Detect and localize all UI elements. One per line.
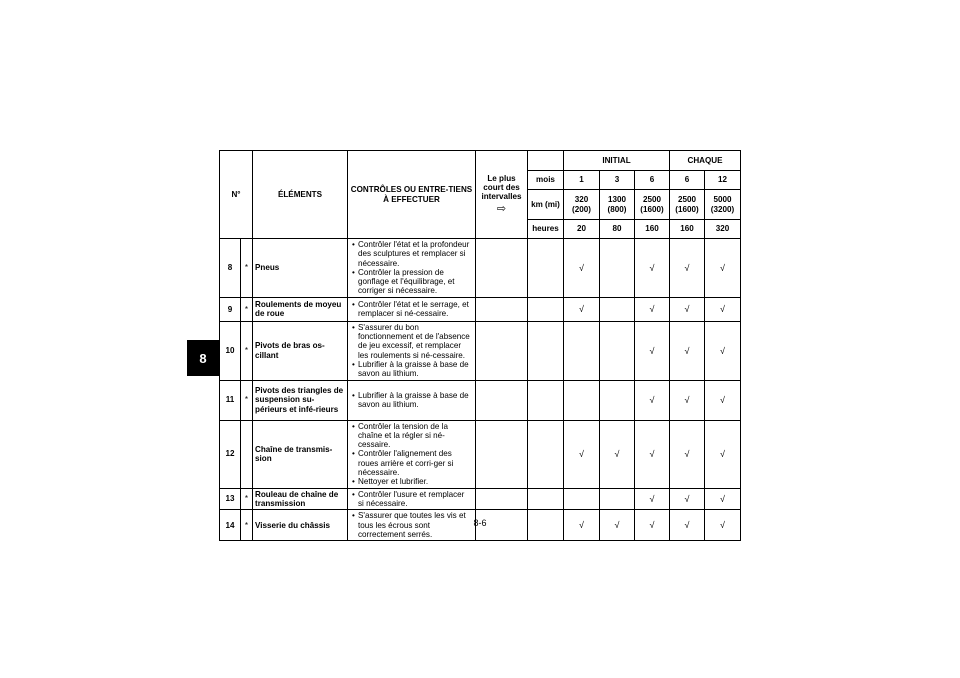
page-number: 8-6 xyxy=(473,518,487,528)
row-element: Chaîne de transmis-sion xyxy=(253,420,348,488)
check-mark: √ xyxy=(670,510,705,541)
check-mark: √ xyxy=(670,380,705,420)
control-item: • S'assurer du bon fonctionnement et de l'absence de jeu excessif, et remplacer les roulements si né-cessaire. xyxy=(351,323,472,360)
control-item: • Contrôler l'alignement des roues arrière et corri-ger si nécessaire. xyxy=(351,449,472,477)
header-month-cell: 3 xyxy=(600,171,635,190)
table-body xyxy=(220,239,741,541)
check-mark xyxy=(564,321,600,380)
check-mark: √ xyxy=(564,510,600,541)
table-row xyxy=(220,321,741,380)
table-row xyxy=(220,380,741,420)
header-shortest-interval xyxy=(476,151,528,239)
check-mark: √ xyxy=(705,488,741,510)
check-mark: √ xyxy=(635,239,670,298)
check-mark: √ xyxy=(635,510,670,541)
check-mark: √ xyxy=(635,321,670,380)
header-km-cell: 2500 (1600) xyxy=(635,190,670,220)
row-element: Pneus xyxy=(253,239,348,298)
check-mark: √ xyxy=(600,420,635,488)
row-element: Visserie du châssis xyxy=(253,510,348,541)
check-mark xyxy=(600,297,635,321)
row-controls xyxy=(348,420,476,488)
header-num: N° xyxy=(220,151,253,239)
header-month-cell: 12 xyxy=(705,171,741,190)
dealer-asterisk xyxy=(241,420,253,488)
row-number: 13 xyxy=(220,488,241,510)
controls-list xyxy=(351,490,472,509)
control-item: • Contrôler la pression de gonflage et l'équilibrage, et corriger si nécessaire. xyxy=(351,268,472,296)
dealer-asterisk: * xyxy=(241,380,253,420)
table-row xyxy=(220,488,741,510)
control-item: • Contrôler l'état et la profondeur des sculptures et remplacer si nécessaire. xyxy=(351,240,472,268)
row-unit-blank xyxy=(528,420,564,488)
row-shortest-interval xyxy=(476,297,528,321)
controls-list xyxy=(351,391,472,410)
header-months-label: mois xyxy=(528,171,564,190)
chapter-tab: 8 xyxy=(187,340,219,376)
dealer-asterisk: * xyxy=(241,488,253,510)
check-mark: √ xyxy=(705,321,741,380)
header-month-cell: 6 xyxy=(635,171,670,190)
check-mark: √ xyxy=(705,510,741,541)
check-mark: √ xyxy=(635,380,670,420)
row-number: 10 xyxy=(220,321,241,380)
row-unit-blank xyxy=(528,488,564,510)
row-number: 14 xyxy=(220,510,241,541)
header-hours-cell: 20 xyxy=(564,220,600,239)
check-mark xyxy=(564,380,600,420)
check-mark xyxy=(600,380,635,420)
header-elements: ÉLÉMENTS xyxy=(253,151,348,239)
check-mark: √ xyxy=(670,420,705,488)
row-number: 8 xyxy=(220,239,241,298)
control-item: • Contrôler la tension de la chaîne et la régler si né-cessaire. xyxy=(351,422,472,450)
control-item: • Lubrifier à la graisse à base de savon au lithium. xyxy=(351,391,472,410)
header-hours-cell: 80 xyxy=(600,220,635,239)
check-mark: √ xyxy=(635,297,670,321)
controls-list xyxy=(351,422,472,487)
check-mark xyxy=(600,321,635,380)
header-month-cell: 1 xyxy=(564,171,600,190)
controls-list xyxy=(351,300,472,319)
row-controls xyxy=(348,297,476,321)
header-shortest-label: Le plus court des intervalles xyxy=(481,173,522,202)
dealer-asterisk: * xyxy=(241,239,253,298)
header-km-label: km (mi) xyxy=(528,190,564,220)
header-initial: INITIAL xyxy=(564,151,670,171)
controls-list xyxy=(351,240,472,296)
row-unit-blank xyxy=(528,239,564,298)
row-shortest-interval xyxy=(476,321,528,380)
control-item: • Contrôler l'état et le serrage, et remplacer si né-cessaire. xyxy=(351,300,472,319)
header-km-cell: 5000 (3200) xyxy=(705,190,741,220)
table-row xyxy=(220,239,741,298)
check-mark: √ xyxy=(670,239,705,298)
row-element: Rouleau de chaîne de transmission xyxy=(253,488,348,510)
maintenance-table xyxy=(219,150,741,541)
check-mark: √ xyxy=(635,420,670,488)
check-mark: √ xyxy=(705,239,741,298)
row-shortest-interval xyxy=(476,420,528,488)
table-row xyxy=(220,297,741,321)
row-shortest-interval xyxy=(476,239,528,298)
dealer-asterisk: * xyxy=(241,297,253,321)
check-mark: √ xyxy=(705,420,741,488)
check-mark: √ xyxy=(564,239,600,298)
row-number: 9 xyxy=(220,297,241,321)
row-shortest-interval xyxy=(476,380,528,420)
header-each: CHAQUE xyxy=(670,151,741,171)
header-km-cell: 2500 (1600) xyxy=(670,190,705,220)
header-hours-cell: 320 xyxy=(705,220,741,239)
check-mark: √ xyxy=(705,380,741,420)
check-mark: √ xyxy=(564,297,600,321)
row-controls xyxy=(348,321,476,380)
table-header xyxy=(220,151,741,239)
controls-list xyxy=(351,323,472,379)
header-controls: CONTRÔLES OU ENTRE-TIENS À EFFECTUER xyxy=(348,151,476,239)
row-element: Pivots des triangles de suspension su-périeurs et infé-rieurs xyxy=(253,380,348,420)
header-hours-cell: 160 xyxy=(670,220,705,239)
check-mark: √ xyxy=(564,420,600,488)
check-mark xyxy=(600,488,635,510)
check-mark: √ xyxy=(705,297,741,321)
row-controls xyxy=(348,239,476,298)
row-unit-blank xyxy=(528,321,564,380)
header-month-cell: 6 xyxy=(670,171,705,190)
row-number: 12 xyxy=(220,420,241,488)
row-element: Roulements de moyeu de roue xyxy=(253,297,348,321)
row-element: Pivots de bras os-cillant xyxy=(253,321,348,380)
check-mark xyxy=(600,239,635,298)
header-hours-cell: 160 xyxy=(635,220,670,239)
table-row xyxy=(220,420,741,488)
control-item: • Nettoyer et lubrifier. xyxy=(351,477,472,486)
arrow-right-icon: ⇨ xyxy=(496,202,507,215)
check-mark: √ xyxy=(670,488,705,510)
control-item: • Contrôler l'usure et remplacer si nécessaire. xyxy=(351,490,472,509)
row-controls xyxy=(348,488,476,510)
header-hours-label: heures xyxy=(528,220,564,239)
header-blank xyxy=(528,151,564,171)
check-mark: √ xyxy=(670,297,705,321)
dealer-asterisk: * xyxy=(241,510,253,541)
check-mark: √ xyxy=(635,488,670,510)
check-mark: √ xyxy=(600,510,635,541)
control-item: • S'assurer que toutes les vis et tous les écrous sont correctement serrés. xyxy=(351,511,472,539)
header-km-cell: 320 (200) xyxy=(564,190,600,220)
row-shortest-interval xyxy=(476,488,528,510)
row-controls xyxy=(348,380,476,420)
row-unit-blank xyxy=(528,297,564,321)
check-mark xyxy=(564,488,600,510)
row-number: 11 xyxy=(220,380,241,420)
dealer-asterisk: * xyxy=(241,321,253,380)
row-unit-blank xyxy=(528,380,564,420)
control-item: • Lubrifier à la graisse à base de savon au lithium. xyxy=(351,360,472,379)
check-mark: √ xyxy=(670,321,705,380)
header-km-cell: 1300 (800) xyxy=(600,190,635,220)
